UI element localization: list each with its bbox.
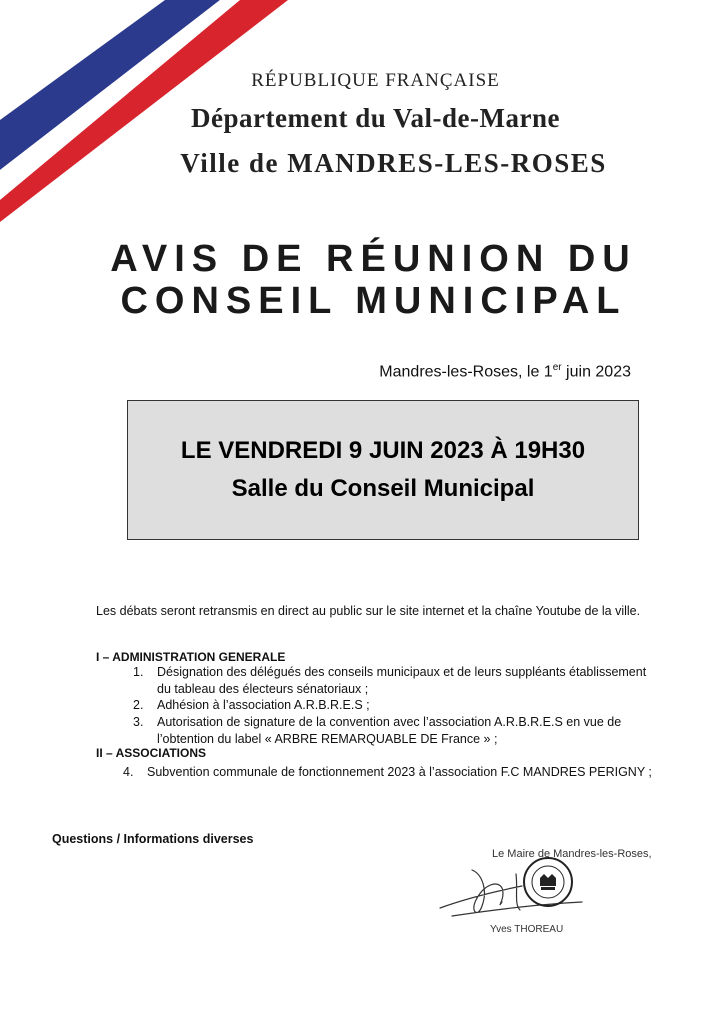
date-suffix: juin 2023 [561, 363, 631, 381]
broadcast-notice: Les débats seront retransmis en direct au public sur le site internet et la chaîne Youtube de la ville. [96, 604, 641, 618]
agenda-item [133, 664, 657, 698]
agenda-item-text: Subvention communale de fonctionnement 2023 à l’association F.C MANDRES PERIGNY ; [147, 765, 652, 779]
agenda-item-number: 1. [133, 665, 144, 679]
agenda-item-number: 2. [133, 698, 144, 712]
section-heading-associations: II – ASSOCIATIONS [96, 746, 207, 760]
agenda-item [133, 697, 657, 714]
agenda-item-number: 3. [133, 715, 144, 729]
mairie-seal-stamp [522, 856, 574, 908]
republique-heading: RÉPUBLIQUE FRANÇAISE [251, 70, 500, 91]
mayor-name: Yves THOREAU [490, 924, 564, 935]
questions-heading: Questions / Informations diverses [52, 832, 254, 846]
agenda-item-text: Désignation des délégués des conseils municipaux et de leurs suppléants établissement du tableau des électeurs sénatoriaux ; [157, 665, 647, 696]
meeting-info-box [127, 400, 639, 540]
agenda-item-number: 4. [123, 765, 134, 779]
meeting-location: Salle du Conseil Municipal [231, 475, 535, 502]
agenda-item [123, 764, 667, 781]
date-superscript: er [552, 362, 562, 373]
notice-title-line-2: CONSEIL MUNICIPAL [120, 280, 627, 322]
departement-heading: Département du Val-de-Marne [191, 103, 560, 133]
notice-title-line-1: AVIS DE RÉUNION DU [110, 238, 637, 280]
date-prefix: Mandres-les-Roses, le 1 [379, 363, 553, 381]
agenda-item-text: Autorisation de signature de la convention avec l’association A.R.B.R.E.S en vue de l’obtention du label « ARBRE REMARQUABLE DE France » ; [157, 715, 622, 746]
agenda-item-text: Adhésion à l’association A.R.B.R.E.S ; [157, 698, 370, 712]
date-line [379, 362, 631, 381]
mayor-title: Le Maire de Mandres-les-Roses, [492, 848, 652, 860]
meeting-datetime: LE VENDREDI 9 JUIN 2023 À 19H30 [180, 437, 586, 464]
section-heading-administration: I – ADMINISTRATION GENERALE [96, 650, 286, 664]
ville-heading: Ville de MANDRES-LES-ROSES [180, 148, 607, 178]
agenda-item [133, 714, 677, 748]
